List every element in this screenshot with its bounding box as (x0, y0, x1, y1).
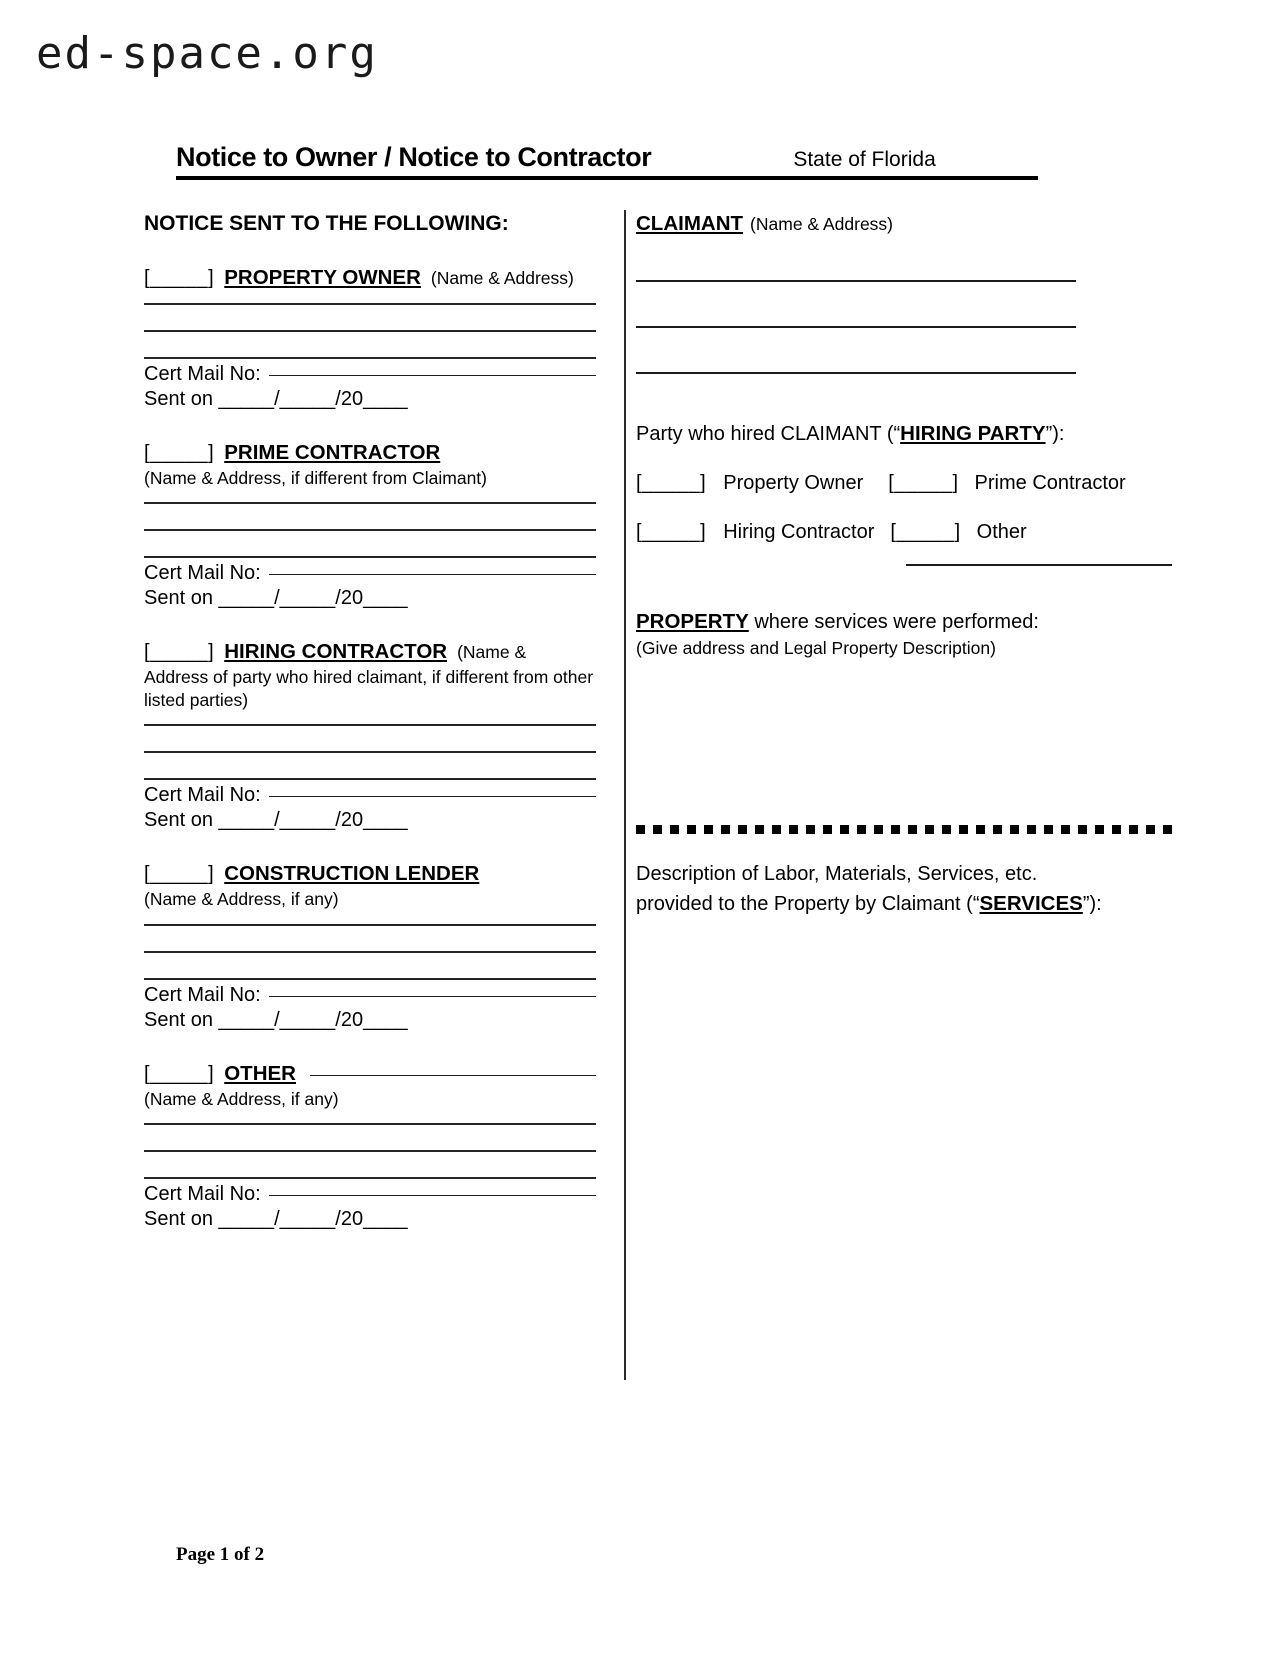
party-subnote-construction-lender: (Name & Address, if any) (144, 889, 339, 910)
party-block-other (144, 1062, 596, 1231)
cert-mail-line-other (144, 1183, 596, 1206)
checkbox-property-owner[interactable]: [_____] (144, 267, 215, 289)
party-note-hiring-contractor: (Name & (457, 642, 527, 663)
party-title-construction-lender: CONSTRUCTION LENDER (224, 862, 480, 886)
claimant-address-rule[interactable] (636, 372, 1076, 374)
checkbox-hiring-party-prime-contractor[interactable]: [_____] (888, 472, 959, 494)
address-rule[interactable] (144, 978, 596, 980)
party-subnote-other: (Name & Address, if any) (144, 1088, 339, 1109)
services-term: SERVICES (979, 892, 1083, 915)
services-description (636, 860, 1182, 919)
claimant-address-rule[interactable] (636, 326, 1076, 328)
cert-mail-label: Cert Mail No: (144, 562, 261, 585)
services-line-2-tail: ”): (1082, 893, 1102, 915)
claimant-address-rule[interactable] (636, 280, 1076, 282)
cert-mail-line-property-owner (144, 363, 596, 386)
party-block-property-owner (144, 266, 596, 411)
watermark-text: ed-space.org (36, 28, 378, 79)
column-divider (624, 210, 626, 1380)
address-rule[interactable] (144, 1177, 596, 1179)
hiring-party-question (636, 422, 1182, 446)
party-header-construction-lender (144, 862, 596, 886)
document-header (176, 142, 1038, 180)
party-header-hiring-contractor (144, 640, 596, 664)
hiring-party-choices-row-1 (636, 472, 1182, 495)
sent-on-line-other[interactable]: Sent on _____/_____/20____ (144, 1207, 408, 1230)
party-note-property-owner: (Name & Address) (430, 268, 574, 288)
checkbox-hiring-party-hiring-contractor[interactable]: [_____] (636, 521, 707, 543)
right-column (636, 212, 1182, 919)
property-term: PROPERTY (636, 610, 749, 633)
address-rule[interactable] (144, 303, 596, 305)
checkbox-other[interactable]: [_____] (144, 1062, 215, 1085)
address-rule[interactable] (144, 529, 596, 531)
address-rule[interactable] (144, 1150, 596, 1152)
checkbox-construction-lender[interactable]: [_____] (144, 863, 215, 886)
address-rule[interactable] (144, 502, 596, 504)
cert-mail-label: Cert Mail No: (144, 363, 261, 385)
cert-mail-input[interactable] (269, 375, 596, 376)
hiring-party-choices-row-2 (636, 521, 1182, 544)
cert-mail-input[interactable] (269, 574, 596, 575)
address-rule[interactable] (144, 357, 596, 359)
claimant-header (636, 212, 1182, 236)
party-title-prime-contractor: PRIME CONTRACTOR (224, 441, 441, 464)
party-block-prime-contractor (144, 441, 596, 610)
label-hiring-party-property-owner: Property Owner (723, 472, 864, 494)
cert-mail-input[interactable] (269, 996, 596, 997)
cert-mail-line-construction-lender (144, 984, 596, 1007)
address-rule[interactable] (144, 1123, 596, 1125)
cert-mail-label: Cert Mail No: (144, 1182, 261, 1205)
address-rule[interactable] (144, 778, 596, 780)
checkbox-hiring-party-property-owner[interactable]: [_____] (636, 472, 707, 494)
sent-on-line-property-owner[interactable]: Sent on _____/_____/20____ (144, 388, 408, 410)
state-label: State of Florida (793, 148, 936, 171)
checkbox-hiring-contractor[interactable]: [_____] (144, 641, 215, 664)
address-rule[interactable] (144, 924, 596, 926)
party-subnote-prime-contractor: (Name & Address, if different from Claimant) (144, 468, 487, 488)
hiring-party-term: HIRING PARTY (900, 422, 1046, 445)
address-rule[interactable] (144, 951, 596, 953)
party-header-property-owner (144, 266, 596, 290)
checkbox-prime-contractor[interactable]: [_____] (144, 442, 215, 464)
property-heading-rest: where services were performed: (748, 611, 1039, 633)
party-title-hiring-contractor: HIRING CONTRACTOR (224, 640, 448, 664)
other-name-input[interactable] (310, 1075, 596, 1076)
sent-on-line-hiring-contractor[interactable]: Sent on _____/_____/20____ (144, 809, 408, 832)
cert-mail-line-hiring-contractor (144, 784, 596, 807)
cert-mail-line-prime-contractor (144, 562, 596, 585)
services-line-2 (636, 889, 1182, 919)
hiring-party-other-input[interactable] (906, 564, 1172, 566)
claimant-title: CLAIMANT (636, 212, 744, 235)
party-header-other (144, 1062, 596, 1086)
address-rule[interactable] (144, 751, 596, 753)
property-subnote: (Give address and Legal Property Description) (636, 638, 996, 658)
cert-mail-label: Cert Mail No: (144, 983, 261, 1006)
party-title-other: OTHER (224, 1061, 296, 1085)
hiring-party-question-tail: ”): (1045, 423, 1065, 445)
page-title: Notice to Owner / Notice to Contractor (176, 142, 652, 172)
services-line-2-lead: provided to the Property by Claimant (“ (636, 893, 980, 915)
label-hiring-party-hiring-contractor: Hiring Contractor (723, 521, 875, 543)
sent-on-line-prime-contractor[interactable]: Sent on _____/_____/20____ (144, 587, 408, 610)
dotted-section-divider (636, 825, 1172, 834)
property-heading (636, 610, 1182, 634)
notice-sent-heading: NOTICE SENT TO THE FOLLOWING: (144, 212, 509, 235)
checkbox-hiring-party-other[interactable]: [_____] (890, 521, 961, 543)
services-line-1: Description of Labor, Materials, Services, etc. (636, 863, 1038, 885)
address-rule[interactable] (144, 724, 596, 726)
hiring-party-question-lead: Party who hired CLAIMANT (“ (636, 423, 901, 445)
address-rule[interactable] (144, 330, 596, 332)
sent-on-line-construction-lender[interactable]: Sent on _____/_____/20____ (144, 1008, 408, 1031)
party-subnote-hiring-contractor: Address of party who hired claimant, if different from other listed parties) (144, 667, 594, 710)
cert-mail-label: Cert Mail No: (144, 784, 261, 807)
label-hiring-party-prime-contractor: Prime Contractor (974, 472, 1126, 494)
cert-mail-input[interactable] (269, 796, 596, 797)
page-footer: Page 1 of 2 (176, 1544, 265, 1565)
address-rule[interactable] (144, 556, 596, 558)
party-block-hiring-contractor (144, 640, 596, 832)
label-hiring-party-other: Other (976, 521, 1027, 543)
cert-mail-input[interactable] (269, 1195, 596, 1196)
left-column (144, 212, 596, 1237)
claimant-note: (Name & Address) (750, 214, 894, 234)
party-block-construction-lender (144, 862, 596, 1031)
party-header-prime-contractor (144, 441, 596, 465)
party-title-property-owner: PROPERTY OWNER (224, 266, 421, 289)
